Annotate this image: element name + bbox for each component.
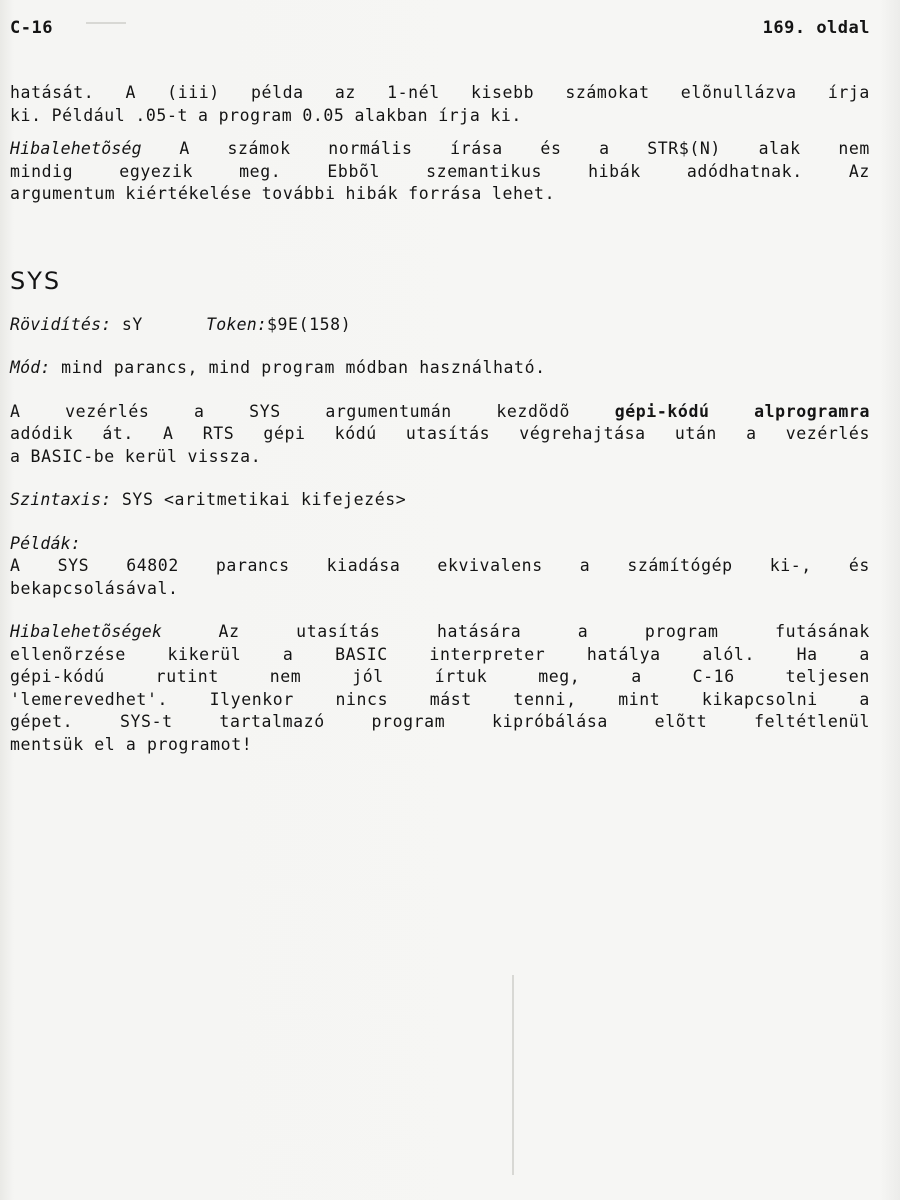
- word: tartalmazó: [219, 712, 325, 731]
- word: egyezik: [119, 161, 194, 181]
- word: parancs: [215, 556, 290, 575]
- emphasized-term: alprogramra: [754, 401, 870, 421]
- word: hatását.: [10, 83, 95, 102]
- intro-paragraph: [10, 82, 870, 127]
- word: A: [125, 83, 136, 102]
- word: tenni,: [513, 689, 577, 709]
- word: meg.: [239, 161, 282, 181]
- examples-label: Példák:: [10, 533, 81, 553]
- mode-row: [10, 357, 870, 380]
- word: kisebb: [470, 83, 535, 102]
- word: vezérlés: [65, 401, 150, 421]
- word: C-16: [692, 667, 735, 686]
- word: argumentum: [10, 184, 116, 203]
- word: 64802: [126, 556, 179, 575]
- word: a: [194, 401, 205, 421]
- text-line: [10, 711, 870, 734]
- mode-value: mind parancs, mind program módban használható.: [61, 358, 546, 377]
- word: rutint: [155, 667, 219, 686]
- word: 1-nél: [387, 83, 440, 102]
- word: a: [631, 667, 642, 686]
- word: alak: [758, 139, 801, 158]
- word: hatálya: [586, 644, 661, 664]
- word: mint: [618, 689, 661, 709]
- word: .05-t: [135, 105, 189, 125]
- examples-block: [10, 533, 870, 601]
- word: írása: [450, 139, 503, 158]
- word: normális: [328, 139, 413, 158]
- word: kikapcsolni: [701, 689, 818, 709]
- text-line: [10, 82, 870, 105]
- word: SYS: [57, 556, 90, 575]
- word: kipróbálása: [492, 712, 608, 731]
- header-book-title: C-16: [10, 18, 53, 38]
- word: után: [674, 424, 717, 443]
- word: és: [540, 139, 562, 158]
- word: végrehajtása: [519, 424, 646, 443]
- word: a: [579, 556, 591, 575]
- word: kikerül: [167, 644, 242, 664]
- token-label: Token:: [206, 314, 267, 334]
- word: utasítás: [405, 424, 491, 443]
- text-line: [10, 555, 870, 578]
- emphasized-term: gépi-kódú: [614, 401, 710, 421]
- word: forrása: [408, 184, 482, 203]
- word: vezérlés: [785, 424, 870, 443]
- word: kódú: [334, 424, 377, 443]
- error-note-label: Hibalehetõség: [10, 139, 142, 158]
- abbreviation-value: sY: [121, 314, 143, 334]
- word: a: [746, 424, 757, 443]
- error-notes-paragraph: [10, 621, 870, 756]
- word: a: [198, 105, 209, 125]
- syntax-label: Szintaxis:: [10, 490, 112, 509]
- mode-label: Mód:: [10, 358, 51, 377]
- text-line: [10, 423, 870, 446]
- word: és: [848, 556, 870, 575]
- word: Ilyenkor: [209, 689, 294, 709]
- word: a: [577, 622, 589, 641]
- word: feltétlenül: [754, 712, 870, 731]
- word: utasítás: [296, 622, 381, 641]
- word: Az: [848, 161, 870, 181]
- word: hatására: [436, 622, 522, 641]
- word: program: [371, 712, 446, 731]
- text-line: [10, 105, 870, 128]
- word: Ebbõl: [327, 161, 381, 181]
- abbreviation-label: Rövidítés:: [10, 314, 112, 334]
- word: mindig: [10, 161, 74, 181]
- word: futásának: [775, 622, 870, 641]
- word: adódhatnak.: [686, 161, 803, 181]
- word: vissza.: [187, 446, 262, 466]
- word: interpreter: [429, 644, 546, 664]
- word: teljesen: [785, 667, 870, 686]
- word: példa: [251, 83, 304, 102]
- text-line: [10, 666, 870, 689]
- word: jól: [352, 667, 384, 686]
- word: számok: [227, 139, 291, 158]
- word: nincs: [335, 689, 389, 709]
- word: kiértékelése: [125, 184, 252, 203]
- text-line: [10, 689, 870, 712]
- word: A: [179, 139, 190, 158]
- text-line: [10, 138, 870, 161]
- word: (iii): [167, 83, 220, 102]
- word: adódik: [10, 424, 74, 443]
- word: ellenõrzése: [10, 644, 126, 664]
- word: A: [10, 401, 21, 421]
- word: elõtt: [654, 712, 708, 731]
- word: nem: [838, 139, 870, 158]
- word: SYS-t: [119, 712, 173, 731]
- word: 'lemerevedhet'.: [10, 689, 169, 709]
- text-line: [10, 161, 870, 184]
- header-page-number: 169. oldal: [762, 18, 870, 38]
- word: kezdõdõ: [496, 401, 571, 421]
- word: program: [644, 622, 719, 641]
- word: SYS: [249, 401, 281, 421]
- word: mást: [429, 689, 472, 709]
- word: Ha: [796, 644, 818, 664]
- word: nem: [269, 667, 302, 686]
- word: írtuk: [434, 667, 488, 686]
- text-line: [10, 183, 870, 206]
- word: BASIC: [335, 644, 388, 664]
- word: BASIC-be: [30, 446, 115, 466]
- word: írja: [438, 105, 481, 125]
- word: a: [859, 644, 870, 664]
- word: lehet.: [491, 184, 556, 203]
- word: hibák: [345, 184, 399, 203]
- description-paragraph: [10, 401, 870, 469]
- word: ki.: [10, 105, 42, 125]
- word: szemantikus: [426, 161, 543, 181]
- error-notes-label: Hibalehetõségek: [10, 622, 163, 641]
- word: A: [163, 424, 174, 443]
- word: a: [282, 644, 294, 664]
- bleed-through-mark: [512, 975, 514, 1175]
- word: alakban: [354, 105, 429, 125]
- word: 0.05: [302, 105, 345, 125]
- section-title: SYS: [10, 266, 62, 295]
- word: hibák: [588, 161, 641, 181]
- word: további: [261, 184, 336, 203]
- word: gépi-kódú: [10, 667, 105, 686]
- text-line: bekapcsolásával.: [10, 578, 179, 598]
- word: át.: [102, 424, 134, 443]
- word: ki.: [490, 105, 522, 125]
- page-body: [10, 82, 870, 767]
- page-header: [10, 18, 870, 42]
- word: kerül: [124, 446, 178, 466]
- word: ekvivalens: [437, 556, 543, 575]
- word: gépet.: [10, 712, 74, 731]
- word: a: [10, 446, 21, 466]
- word: alól.: [702, 644, 755, 664]
- word: az: [334, 83, 356, 102]
- error-note-paragraph: [10, 138, 870, 206]
- text-line: [10, 401, 870, 424]
- word: ki-,: [769, 556, 812, 575]
- word: elõnullázva: [680, 83, 797, 102]
- word: a: [859, 689, 870, 709]
- word: számítógép: [627, 556, 733, 575]
- syntax-row: [10, 489, 870, 512]
- syntax-value: SYS <aritmetikai kifejezés>: [121, 490, 407, 509]
- word: program: [218, 105, 293, 125]
- word: STR$(N): [647, 139, 721, 158]
- text-line: [10, 446, 870, 469]
- text-line: mentsük el a programot!: [10, 734, 253, 754]
- word: gépi: [263, 424, 306, 443]
- abbreviation-row: [10, 314, 870, 337]
- word: írja: [827, 83, 870, 102]
- word: a: [599, 139, 610, 158]
- token-value: $9E(158): [266, 314, 352, 334]
- word: Például: [51, 105, 126, 125]
- word: argumentumán: [325, 401, 452, 421]
- word: A: [10, 556, 21, 575]
- word: meg,: [538, 667, 581, 686]
- word: Az: [218, 622, 240, 641]
- word: RTS: [202, 424, 235, 443]
- word: számokat: [565, 83, 650, 102]
- text-line: [10, 621, 870, 644]
- text-line: [10, 644, 870, 667]
- word: kiadása: [326, 556, 401, 575]
